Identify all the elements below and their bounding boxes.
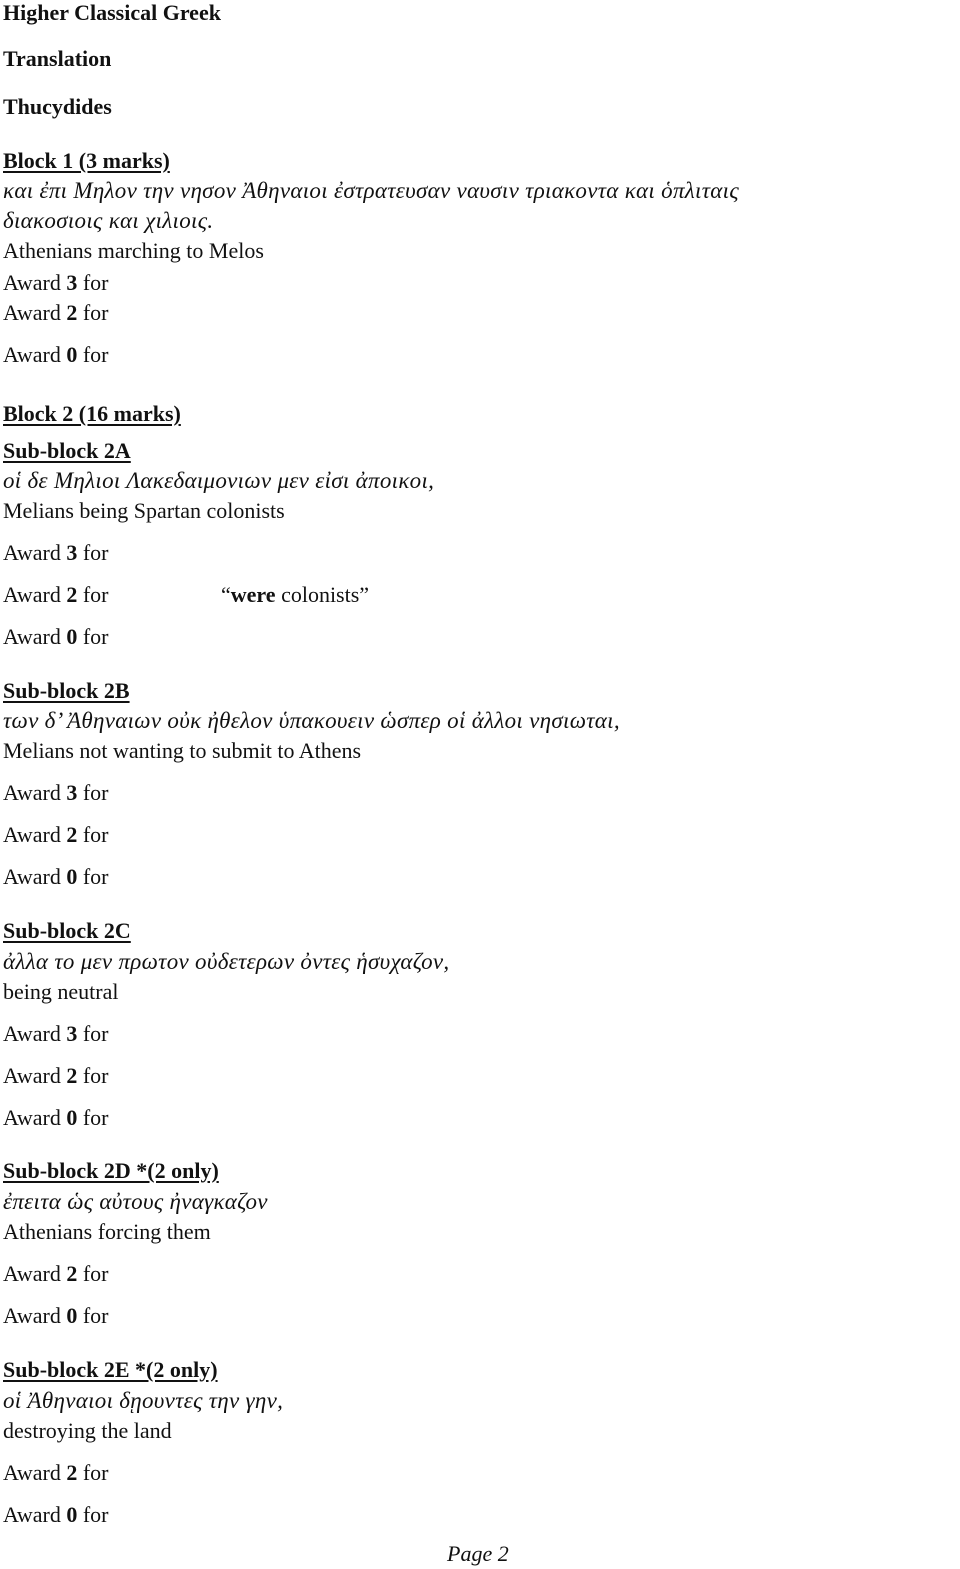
sub-block-2d-greek: ἐπειτα ὡς αὐτους ἠναγκαζον — [3, 1189, 268, 1214]
sub-block-2b-greek: των δ’ Ἀθηναιων οὐκ ἠθελον ὑπακουειν ὡσπερ οἱ ἀλλοι νησιωται, — [3, 708, 620, 733]
course-title: Higher Classical Greek — [3, 0, 221, 25]
sub-block-2c-award-0: Award 0 for — [3, 1105, 109, 1130]
sub-block-2a-greek: οἱ δε Μηλιοι Λακεδαιμονιων μεν εἰσι ἀποικοι, — [3, 468, 435, 493]
block1-award-3: Award 3 for — [3, 270, 109, 295]
sub-block-2a-award-0: Award 0 for — [3, 624, 109, 649]
sub-block-2c-greek: ἀλλα το μεν πρωτον οὐδετερων ὀντες ἡσυχαζον, — [3, 949, 450, 974]
sub-block-2d-heading: Sub-block 2D *(2 only) — [3, 1158, 219, 1183]
block1-greek-line1: και ἐπι Μηλον την νησον Ἀθηναιοι ἐστρατευσαν ναυσιν τριακοντα και ὁπλιταις — [3, 178, 739, 203]
sub-block-2b-heading: Sub-block 2B — [3, 678, 130, 703]
sub-block-2d-award-2: Award 2 for — [3, 1261, 109, 1286]
sub-block-2e-greek: οἱ Ἀθηναιοι δῃουντες την γην, — [3, 1388, 284, 1413]
sub-block-2b-award-2: Award 2 for — [3, 822, 109, 847]
sub-block-2e-award-0: Award 0 for — [3, 1502, 109, 1527]
sub-block-2b-award-3: Award 3 for — [3, 780, 109, 805]
sub-block-2a-award-3: Award 3 for — [3, 540, 109, 565]
sub-block-2c-heading: Sub-block 2C — [3, 918, 131, 943]
sub-block-2a-note: “were colonists” — [221, 582, 370, 607]
page-number: Page 2 — [447, 1541, 509, 1566]
sub-block-2c-award-2: Award 2 for — [3, 1063, 109, 1088]
sub-block-2c-award-3: Award 3 for — [3, 1021, 109, 1046]
sub-block-2a-heading: Sub-block 2A — [3, 438, 131, 463]
sub-block-2d-summary: Athenians forcing them — [3, 1219, 211, 1244]
block2-heading: Block 2 (16 marks) — [3, 401, 181, 426]
sub-block-2d-award-0: Award 0 for — [3, 1303, 109, 1328]
sub-block-2e-summary: destroying the land — [3, 1418, 172, 1443]
sub-block-2b-summary: Melians not wanting to submit to Athens — [3, 738, 362, 763]
sub-block-2a-summary: Melians being Spartan colonists — [3, 498, 285, 523]
sub-block-2a-award-2: Award 2 for — [3, 582, 109, 607]
sub-block-2b-award-0: Award 0 for — [3, 864, 109, 889]
paper-title: Translation — [3, 46, 112, 71]
block1-summary: Athenians marching to Melos — [3, 238, 264, 263]
sub-block-2e-award-2: Award 2 for — [3, 1460, 109, 1485]
block1-heading: Block 1 (3 marks) — [3, 148, 170, 173]
block1-greek-line2: διακοσιοις και χιλιοις. — [3, 208, 214, 233]
block1-award-2: Award 2 for — [3, 300, 109, 325]
sub-block-2c-summary: being neutral — [3, 979, 119, 1004]
block1-award-0: Award 0 for — [3, 342, 109, 367]
author-title: Thucydides — [3, 94, 112, 119]
sub-block-2e-heading: Sub-block 2E *(2 only) — [3, 1357, 218, 1382]
